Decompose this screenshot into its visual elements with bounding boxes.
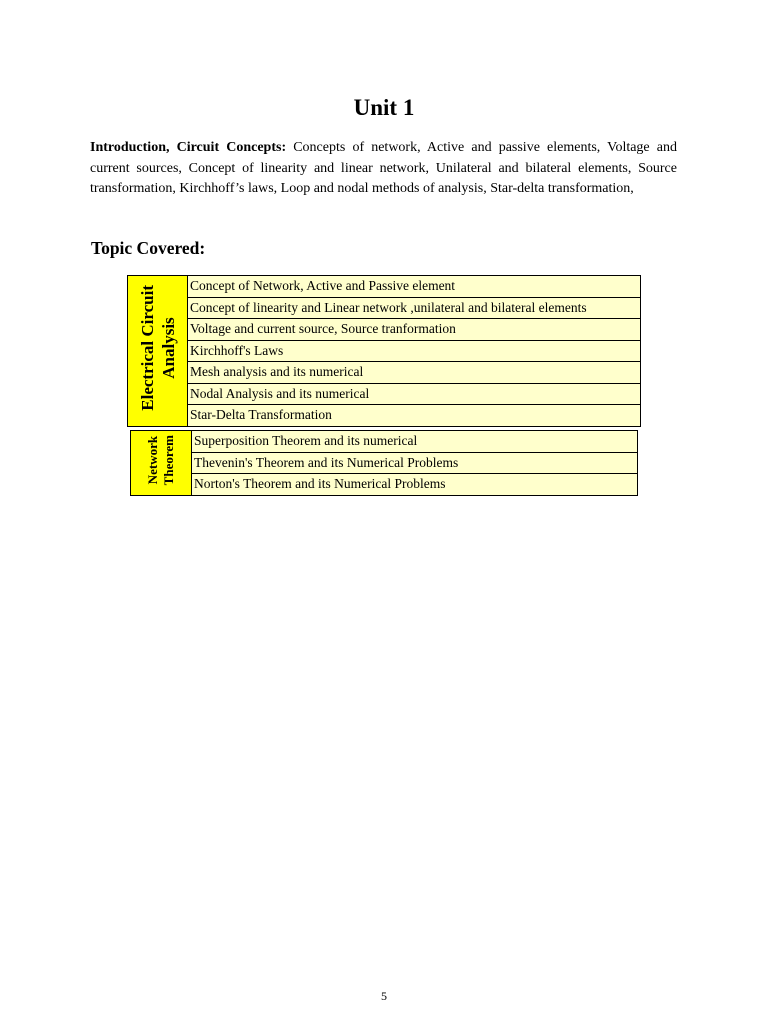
topic-cell: Voltage and current source, Source tranformation [188,319,641,341]
topic-cell: Star-Delta Transformation [188,405,641,427]
topic-cell: Kirchhoff's Laws [188,340,641,362]
intro-body: Concepts of network, Active and passive elements, Voltage and current sources, Concept of linearity and linear network, Unilateral and bilateral elements, Source transformation, Kirchhoff’s laws, Loop and nodal methods of analysis, Star-delta transformation, [90,140,677,196]
topic-table-network-theorem [130,430,638,496]
topic-cell: Superposition Theorem and its numerical [192,431,638,453]
table-row [128,405,641,427]
group-label-cell [131,431,192,496]
page-number: 5 [381,989,387,1003]
intro-lead: Introduction, Circuit Concepts: [90,140,287,155]
topic-cell: Concept of Network, Active and Passive element [188,276,641,298]
table-row [128,297,641,319]
topic-cell: Thevenin's Theorem and its Numerical Problems [192,452,638,474]
table-row [131,452,638,474]
page-title: Unit 1 [353,95,415,120]
intro-paragraph [90,138,677,200]
table-row [128,340,641,362]
group-label: Electrical Circuit Analysis [137,285,178,412]
group-label-cell [128,276,188,427]
table-row [128,362,641,384]
table-row [131,431,638,453]
group-label: Network Theorem [145,435,176,486]
table-row [128,319,641,341]
topic-heading: Topic Covered: [91,238,206,258]
topic-cell: Mesh analysis and its numerical [188,362,641,384]
topic-table-electrical-circuit-analysis [127,275,641,427]
table-row [128,383,641,405]
topic-cell: Concept of linearity and Linear network ,unilateral and bilateral elements [188,297,641,319]
table-row [131,474,638,496]
topic-cell: Nodal Analysis and its numerical [188,383,641,405]
topic-cell: Norton's Theorem and its Numerical Problems [192,474,638,496]
table-row [128,276,641,298]
